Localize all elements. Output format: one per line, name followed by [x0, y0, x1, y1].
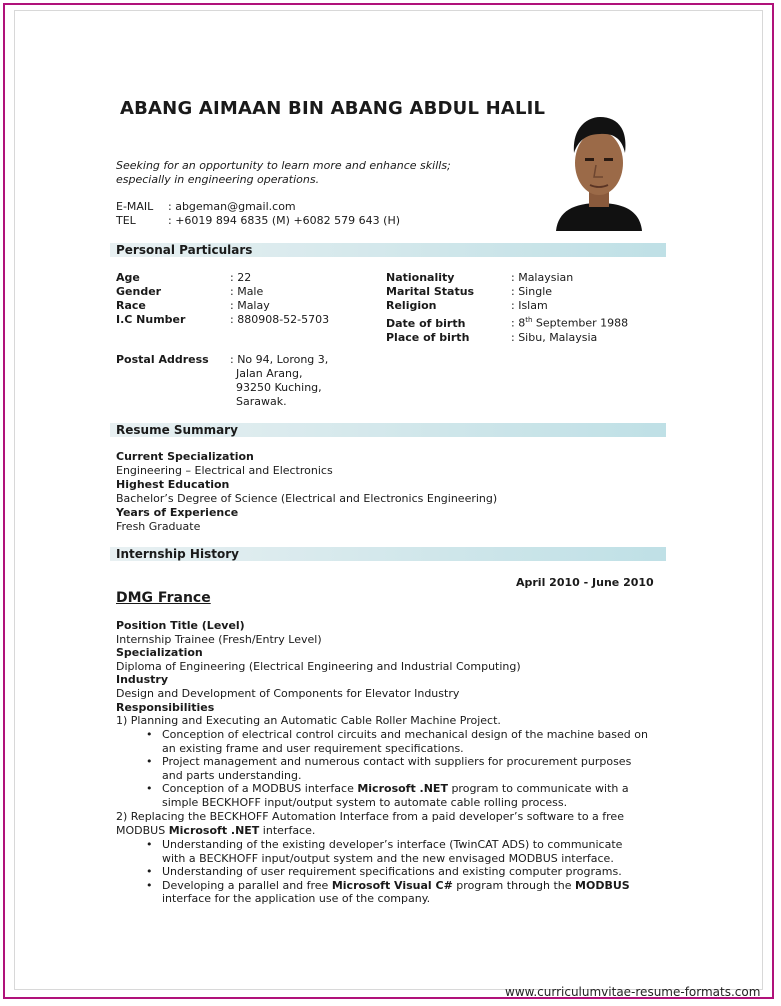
list-item: • Understanding of the existing developer’s interface (TwinCAT ADS) to communicate: [146, 838, 623, 851]
personal-left-col: Age : 22 Gender : Male Race : Malay I.C Number : 880908-52-5703: [116, 271, 330, 326]
internship-dates: April 2010 - June 2010: [516, 576, 654, 589]
company-name: DMG France: [116, 590, 211, 606]
profile-photo: [548, 107, 650, 231]
list-item: • Developing a parallel and free Microsoft Visual C# program through the MODBUS: [146, 878, 630, 892]
footer-url[interactable]: www.curriculumvitae-resume-formats.com: [505, 985, 761, 999]
list-item: • Project management and numerous contact with suppliers for procurement purposes: [146, 755, 632, 769]
portrait-illustration: [548, 107, 650, 231]
internship-details: Position Title (Level) Internship Trainee (Fresh/Entry Level) Specialization Diploma of Engineering (Electrical Engineering and Industrial Computing) Industry Design and Development of Components for Elevator Industry Responsibilities 1) Planning and Executing an Automatic Cable Roller Machine Project.: [116, 619, 521, 728]
objective: Seeking for an opportunity to learn more and enhance skills; especially in engineering operations.: [116, 159, 451, 186]
email-label: E-MAIL: [116, 200, 154, 213]
summary-heading: Resume Summary: [116, 423, 238, 437]
personal-right-col: Nationality : Malaysian Marital Status : Single Religion : Islam Date of birth : 8th September 1988 Place of birth : Sibu, Malaysia: [386, 271, 629, 344]
tel-value: : +6019 894 6835 (M) +6082 579 643 (H): [168, 214, 401, 227]
list-item: • Conception of electrical control circuits and mechanical design of the machine based on: [146, 728, 648, 741]
postal-address: Postal Address : No 94, Lorong 3, Jalan Arang, 93250 Kuching, Sarawak.: [116, 353, 329, 408]
responsibility-2-bullets: • Understanding of the existing developer’s interface (TwinCAT ADS) to communicate with a BECKHOFF input/output system and the new envisaged MODBUS interface. • Understanding of user requirement specifications and existing computer programs. • Developing a parallel and free Microsoft Visual C# program through the MODBUS interface for the application use of the company.: [146, 838, 630, 906]
list-item: • Understanding of user requirement specifications and existing computer programs.: [146, 865, 622, 879]
tel-label: TEL: [116, 214, 136, 227]
summary-items: Current Specialization Engineering – Electrical and Electronics Highest Education Bachelor’s Degree of Science (Electrical and Electronics Engineering) Years of Experience Fresh Graduate: [116, 450, 498, 533]
list-item: • Conception of a MODBUS interface Microsoft .NET program to communicate with a: [146, 782, 629, 796]
responsibility-2: 2) Replacing the BECKHOFF Automation Interface from a paid developer’s software to a free MODBUS Microsoft .NET interface.: [116, 810, 624, 837]
contact-block: [116, 200, 400, 228]
email-value: : abgeman@gmail.com: [168, 200, 296, 213]
personal-heading: Personal Particulars: [116, 243, 253, 257]
responsibility-1-bullets: • Conception of electrical control circuits and mechanical design of the machine based on an existing frame and user requirement specifications. • Project management and numerous contact with suppliers for procurement purposes and parts understanding. • Conception of a MODBUS interface Microsoft .NET program to communicate with a simple BECKHOFF input/output system to automate cable rolling process.: [146, 728, 648, 809]
internship-heading: Internship History: [116, 547, 239, 561]
candidate-name: ABANG AIMAAN BIN ABANG ABDUL HALIL: [120, 98, 546, 119]
